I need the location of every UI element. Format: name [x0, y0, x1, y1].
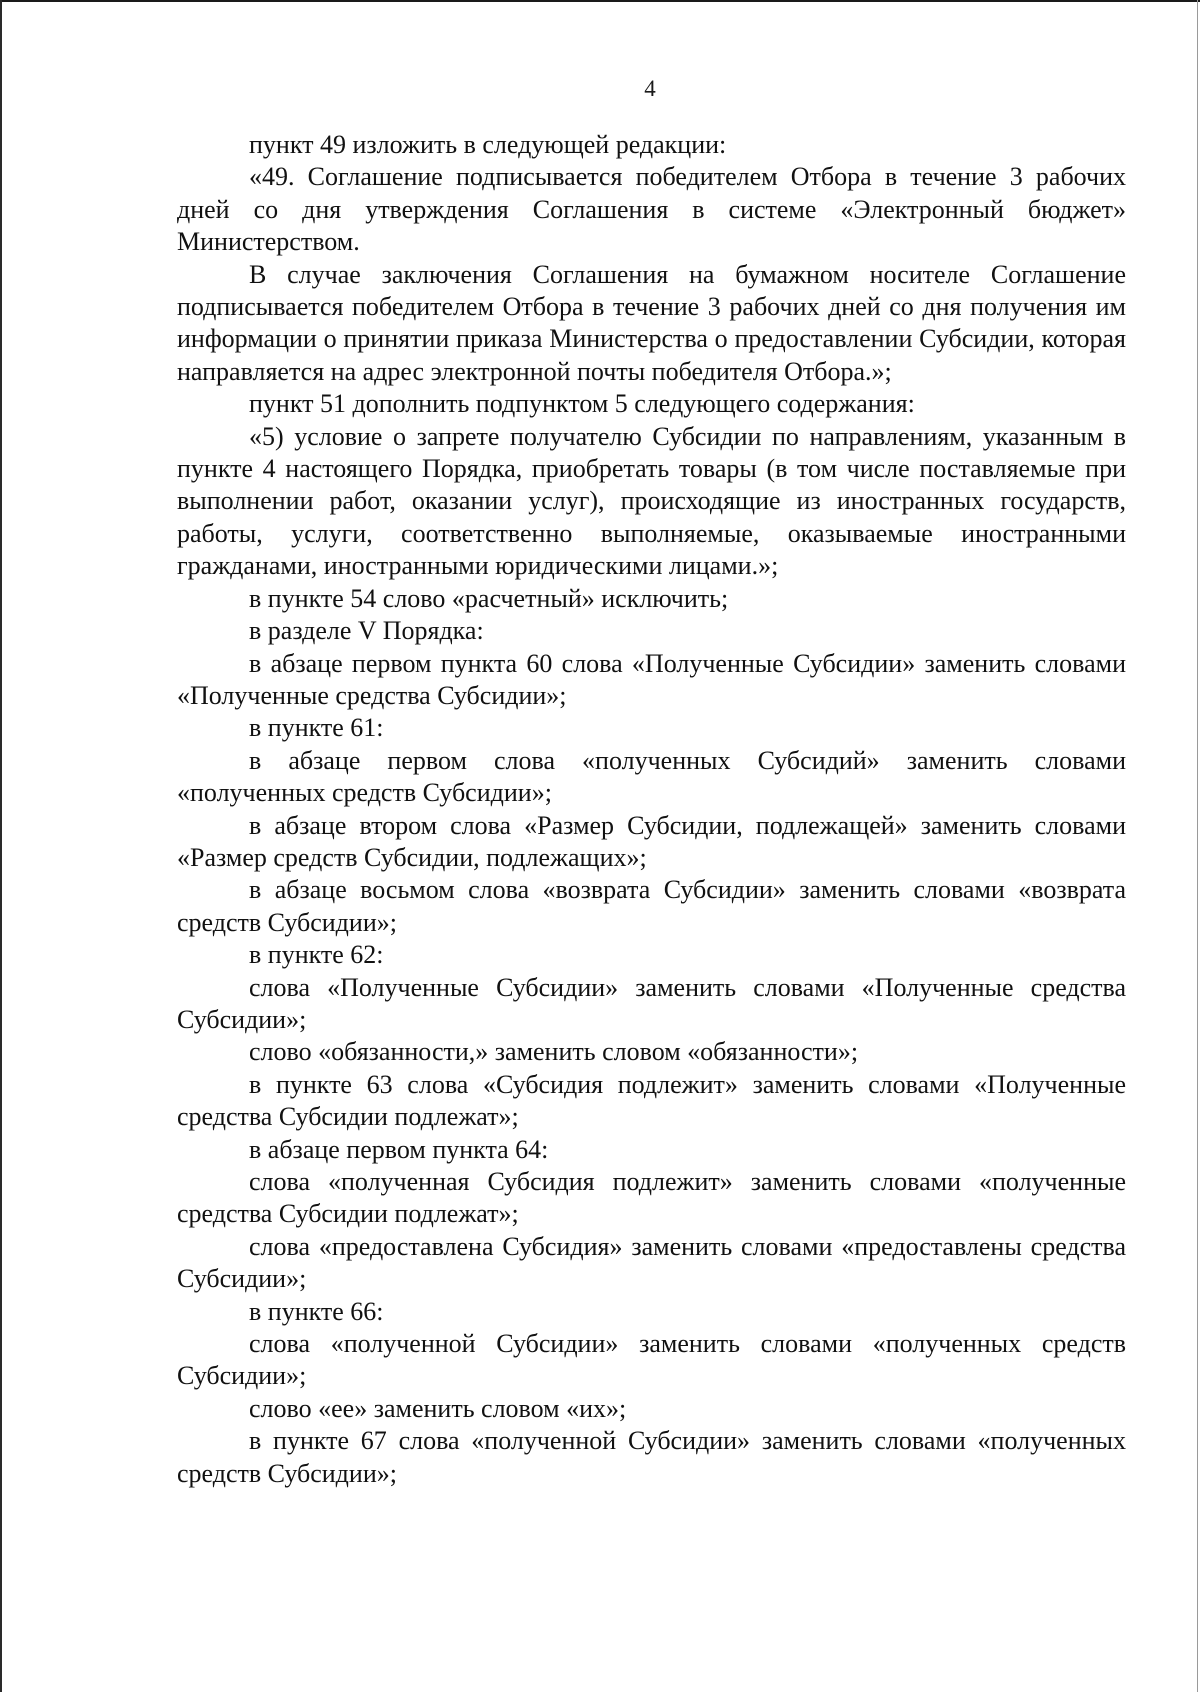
- scan-edge-left: [0, 0, 2, 1692]
- paragraph: слово «обязанности,» заменить словом «обязанности»;: [249, 1037, 859, 1067]
- paragraph: слова «предоставлена Субсидия» заменить словами «предоставлены средства Субсидии»;: [177, 1231, 1126, 1294]
- paragraph: В случае заключения Соглашения на бумажном носителе Соглашение подписывается победителем Отбора в течение 3 рабочих дней со дня получения им информации о принятии приказа Министерства о предоставлении Субсидии, которая направляется на адрес электронной почты победителя Отбора.»;: [177, 259, 1126, 386]
- paragraph: пункт 49 изложить в следующей редакции:: [249, 130, 727, 159]
- paragraph: слово «ее» заменить словом «их»;: [249, 1393, 627, 1423]
- paragraph: пункт 51 дополнить подпунктом 5 следующего содержания:: [249, 389, 915, 419]
- paragraph: в абзаце восьмом слова «возврата Субсидии» заменить словами «возврата средств Субсидии»;: [177, 875, 1126, 937]
- paragraph: в абзаце втором слова «Размер Субсидии, подлежащей» заменить словами «Размер средств Субсидии, подлежащих»;: [177, 810, 1126, 872]
- paragraph: в абзаце первом пункта 60 слова «Полученные Субсидии» заменить словами «Полученные средства Субсидии»;: [177, 648, 1126, 710]
- scan-edge-top: [0, 0, 1200, 2]
- paragraph: слова «полученной Субсидии» заменить словами «полученных средств Субсидии»;: [177, 1329, 1126, 1391]
- paragraph: «49. Соглашение подписывается победителем Отбора в течение 3 рабочих дней со дня утверждения Соглашения в системе «Электронный бюджет» Министерством.: [177, 162, 1126, 257]
- scan-edge-right: [1197, 0, 1198, 1692]
- paragraph: в абзаце первом слова «полученных Субсидий» заменить словами «полученных средств Субсидии»;: [177, 745, 1126, 808]
- paragraph: слова «полученная Субсидия подлежит» заменить словами «полученные средства Субсидии подлежат»;: [177, 1167, 1126, 1229]
- paragraph: в пункте 63 слова «Субсидия подлежит» заменить словами «Полученные средства Субсидии подлежат»;: [177, 1069, 1126, 1132]
- paragraph: в пункте 61:: [249, 713, 384, 743]
- document-body: [177, 129, 1126, 1490]
- paragraph: в пункте 54 слово «расчетный» исключить;: [249, 583, 729, 613]
- paragraph: в пункте 67 слова «полученной Субсидии» заменить словами «полученных средств Субсидии»;: [177, 1426, 1126, 1488]
- paragraph: «5) условие о запрете получателю Субсидии по направлениям, указанным в пункте 4 настоящего Порядка, приобретать товары (в том числе поставляемые при выполнении работ, оказании услуг), происходящие из иностранных государств, работы, услуги, соответственно выполняемые, оказываемые иностранными гражданами, иностранными юридическими лицами.»;: [177, 421, 1126, 581]
- page-number: 4: [644, 76, 656, 101]
- paragraph: в пункте 66:: [249, 1296, 384, 1326]
- paragraph: в разделе V Порядка:: [249, 616, 484, 646]
- paragraph: слова «Полученные Субсидии» заменить словами «Полученные средства Субсидии»;: [177, 972, 1126, 1034]
- paragraph: в пункте 62:: [249, 940, 384, 970]
- paragraph: в абзаце первом пункта 64:: [249, 1134, 549, 1164]
